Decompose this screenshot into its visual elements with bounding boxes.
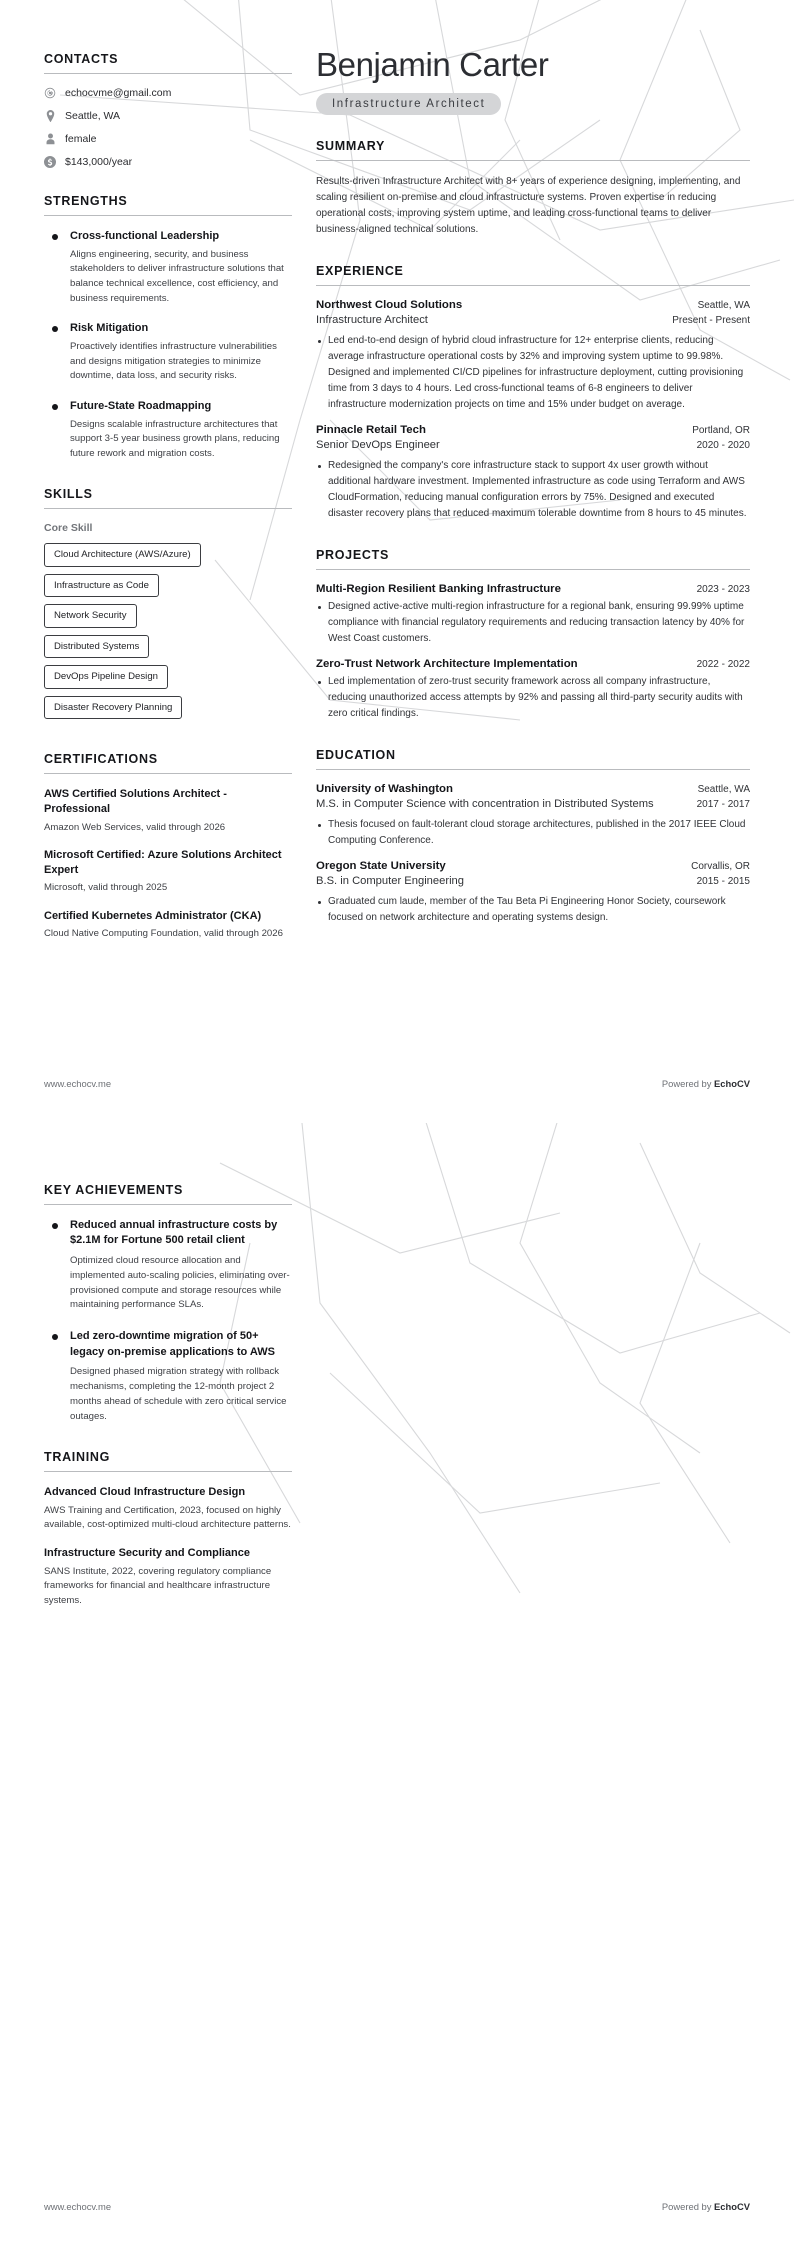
bullet-dot-icon [52, 1223, 58, 1229]
footer-website[interactable]: www.echocv.me [44, 2201, 112, 2212]
education-item [316, 860, 750, 926]
skills-heading: SKILLS [44, 487, 93, 502]
footer-powered-prefix: Powered by [661, 1078, 715, 1089]
training-title: Infrastructure Security and Compliance [44, 1547, 250, 1560]
section-divider [44, 1471, 292, 1472]
education-date: 2017 - 2017 [696, 799, 750, 811]
strength-item [44, 229, 292, 306]
contact-gender [44, 133, 292, 145]
achievement-title: Led zero-downtime migration of 50+ legacy on-premise applications to AWS [70, 1330, 275, 1358]
education-bullets [316, 894, 750, 926]
education-location: Seattle, WA [697, 784, 750, 796]
skill-tag: Cloud Architecture (AWS/Azure) [44, 543, 201, 567]
education-bullet: Graduated cum laude, member of the Tau Beta Pi Engineering Honor Society, coursework focused on network architecture and operating systems design. [316, 894, 750, 926]
project-name: Zero-Trust Network Architecture Implementation [316, 658, 578, 671]
contacts-list [44, 87, 292, 168]
project-bullet: Led implementation of zero-trust security framework across all company infrastructure, reducing unauthorized access attempts by 92% and passing all third-party security audits with zero critical findings. [316, 674, 750, 722]
training-title: Advanced Cloud Infrastructure Design [44, 1486, 246, 1499]
section-experience [316, 264, 750, 522]
section-divider [316, 160, 750, 161]
footer-brand: EchoCV [714, 1078, 750, 1089]
strength-title: Future-State Roadmapping [70, 399, 212, 412]
projects-heading: PROJECTS [316, 548, 389, 563]
contacts-heading: CONTACTS [44, 52, 119, 66]
project-date: 2023 - 2023 [696, 584, 750, 596]
contact-email[interactable] [44, 87, 292, 99]
certification-meta: Microsoft, valid through 2025 [44, 882, 168, 894]
project-date: 2022 - 2022 [696, 659, 750, 671]
section-divider [316, 285, 750, 286]
summary-heading: SUMMARY [316, 138, 386, 153]
strength-description: Aligns engineering, security, and business stakeholders to deliver infrastructure solutions that balance technical excellence, cost efficiency, and business requirements. [70, 248, 284, 304]
bullet-dot-icon [52, 404, 58, 410]
sidebar-left [44, 48, 292, 967]
key-achievements-heading: KEY ACHIEVEMENTS [44, 1183, 184, 1197]
contact-salary-value: $143,000/year [65, 156, 133, 168]
main-column [316, 48, 750, 967]
education-organization: Oregon State University [316, 860, 446, 873]
page-2-footer [44, 2201, 750, 2212]
section-education [316, 748, 750, 926]
certification-item [44, 909, 292, 942]
sidebar-left-page2 [44, 1179, 292, 1635]
bullet-dot-icon [52, 234, 58, 240]
experience-item [316, 299, 750, 413]
experience-date: 2020 - 2020 [696, 440, 750, 452]
training-item [44, 1485, 292, 1533]
footer-website[interactable]: www.echocv.me [44, 1078, 112, 1089]
page-1-footer [44, 1078, 750, 1089]
section-skills [44, 487, 292, 726]
project-item [316, 658, 750, 722]
resume-page-2 [0, 1123, 794, 2246]
experience-role: Infrastructure Architect [316, 314, 428, 327]
strength-title: Cross-functional Leadership [70, 230, 220, 242]
section-strengths [44, 194, 292, 461]
footer-powered-prefix: Powered by [661, 2201, 715, 2212]
certification-meta: Cloud Native Computing Foundation, valid through 2026 [44, 927, 283, 939]
project-item [316, 583, 750, 647]
candidate-name: Benjamin Carter [316, 46, 549, 83]
strength-title: Risk Mitigation [70, 322, 149, 335]
education-location: Corvallis, OR [691, 861, 750, 873]
section-divider [44, 508, 292, 509]
contact-salary [44, 156, 292, 168]
section-summary [316, 139, 750, 239]
education-degree: M.S. in Computer Science with concentration in Distributed Systems [316, 798, 654, 811]
strength-item [44, 321, 292, 384]
experience-role: Senior DevOps Engineer [316, 439, 440, 452]
certification-name: Microsoft Certified: Azure Solutions Architect Expert [44, 849, 282, 877]
section-key-achievements [44, 1183, 292, 1424]
experience-organization: Northwest Cloud Solutions [316, 299, 463, 312]
experience-location: Seattle, WA [697, 300, 750, 312]
at-icon [44, 87, 56, 99]
skills-group-label: Core Skill [44, 522, 93, 535]
education-date: 2015 - 2015 [696, 876, 750, 888]
skill-tag: Network Security [44, 604, 137, 628]
certification-meta: Amazon Web Services, valid through 2026 [44, 821, 226, 833]
main-column-page2 [316, 1179, 750, 1635]
skill-tag: Distributed Systems [44, 635, 149, 659]
section-projects [316, 548, 750, 722]
education-bullet: Thesis focused on fault-tolerant cloud storage architectures, published in the 2017 IEEE Cloud Computing Conference. [316, 817, 750, 849]
project-bullets [316, 674, 750, 722]
skill-tag: Infrastructure as Code [44, 574, 159, 598]
page-2-content [0, 1123, 794, 1635]
footer-powered-by [662, 2201, 750, 2212]
bullet-dot-icon [52, 1334, 58, 1340]
candidate-role-badge: Infrastructure Architect [316, 93, 501, 115]
footer-powered-by [662, 1078, 750, 1089]
section-contacts [44, 52, 292, 168]
section-divider [44, 215, 292, 216]
experience-heading: EXPERIENCE [316, 264, 404, 279]
section-divider [44, 73, 292, 74]
section-certifications [44, 752, 292, 941]
section-divider [44, 773, 292, 774]
experience-bullet: Led end-to-end design of hybrid cloud infrastructure for 12+ enterprise clients, reducing average infrastructure operational costs by 32% and improving system uptime to 99.98%. Designed and implemented CI/CD pipelines for infrastructure deployment, cutting provisioning time from 3 days to 4 hours. Led cross-functional teams of 6-8 engineers to deliver infrastructure modernization projects on time and 15% under budget on average. [316, 333, 750, 413]
education-heading: EDUCATION [316, 748, 396, 763]
location-pin-icon [44, 110, 56, 122]
section-divider [316, 569, 750, 570]
money-icon [44, 156, 56, 168]
contact-email-value: echocvme@gmail.com [65, 87, 172, 99]
experience-bullet: Redesigned the company's core infrastructure stack to support 4x user growth without additional hardware investment. Implemented infrastructure as code using Terraform and AWS CloudFormation, reducing manual configuration errors by 75%. Designed and executed disaster recovery plans that reduced maximum tolerable downtime from 8 hours to 45 minutes. [316, 458, 750, 522]
experience-organization: Pinnacle Retail Tech [316, 424, 426, 437]
project-bullet: Designed active-active multi-region infrastructure for a regional bank, ensuring 99.99% uptime compliance with financial regulatory requirements and reducing transaction latency by 40% for West Coast customers. [316, 599, 750, 647]
experience-item [316, 424, 750, 522]
achievement-description: Optimized cloud resource allocation and implemented auto-scaling policies, eliminating over-provisioned compute and storage resources while maintaining performance SLAs. [70, 1254, 290, 1311]
skill-tag: Disaster Recovery Planning [44, 696, 182, 720]
achievement-item [44, 1329, 292, 1424]
certification-name: Certified Kubernetes Administrator (CKA) [44, 909, 262, 922]
certification-item [44, 787, 292, 835]
strength-description: Proactively identifies infrastructure vulnerabilities and designs mitigation strategies to minimize downtime, data loss, and security risks. [70, 341, 277, 382]
certification-name: AWS Certified Solutions Architect - Professional [44, 788, 227, 816]
certification-item [44, 848, 292, 896]
achievement-item [44, 1218, 292, 1313]
experience-date: Present - Present [672, 315, 750, 327]
training-item [44, 1546, 292, 1609]
contact-location-value: Seattle, WA [65, 110, 121, 122]
education-degree: B.S. in Computer Engineering [316, 875, 465, 888]
experience-bullets [316, 333, 750, 413]
achievement-description: Designed phased migration strategy with rollback mechanisms, completing the 12-month project 2 months ahead of schedule with zero critical service outages. [70, 1366, 287, 1422]
project-name: Multi-Region Resilient Banking Infrastructure [316, 583, 561, 596]
bullet-dot-icon [52, 326, 58, 332]
person-icon [44, 133, 56, 145]
education-bullets [316, 817, 750, 849]
experience-bullets [316, 458, 750, 522]
experience-location: Portland, OR [692, 425, 750, 437]
training-heading: TRAINING [44, 1450, 111, 1465]
summary-text: Results-driven Infrastructure Architect with 8+ years of experience designing, implementing, and scaling resilient on-premise and cloud infrastructure systems. Proven expertise in reducing operational costs, improving system uptime, and leading cross-functional teams to deliver business-aligned technical solutions. [316, 175, 741, 236]
training-description: SANS Institute, 2022, covering regulatory compliance frameworks for financial and healthcare infrastructure systems. [44, 1565, 272, 1607]
education-item [316, 783, 750, 849]
project-bullets [316, 599, 750, 647]
education-organization: University of Washington [316, 783, 453, 796]
skills-tag-list [44, 543, 292, 726]
page-1-content [0, 0, 794, 967]
section-training [44, 1450, 292, 1609]
contact-gender-value: female [65, 133, 97, 145]
strength-description: Designs scalable infrastructure architectures that support 3-5 year business growth plans, reducing future rework and migration costs. [70, 418, 280, 459]
section-divider [316, 769, 750, 770]
strengths-heading: STRENGTHS [44, 194, 128, 208]
achievement-title: Reduced annual infrastructure costs by $2.1M for Fortune 500 retail client [70, 1219, 278, 1247]
strength-item [44, 399, 292, 462]
certifications-heading: CERTIFICATIONS [44, 752, 158, 767]
skill-tag: DevOps Pipeline Design [44, 665, 168, 689]
contact-location [44, 110, 292, 122]
footer-brand: EchoCV [714, 2201, 750, 2212]
training-description: AWS Training and Certification, 2023, focused on highly available, cost-optimized multi-cloud architecture patterns. [44, 1504, 291, 1531]
section-divider [44, 1204, 292, 1205]
